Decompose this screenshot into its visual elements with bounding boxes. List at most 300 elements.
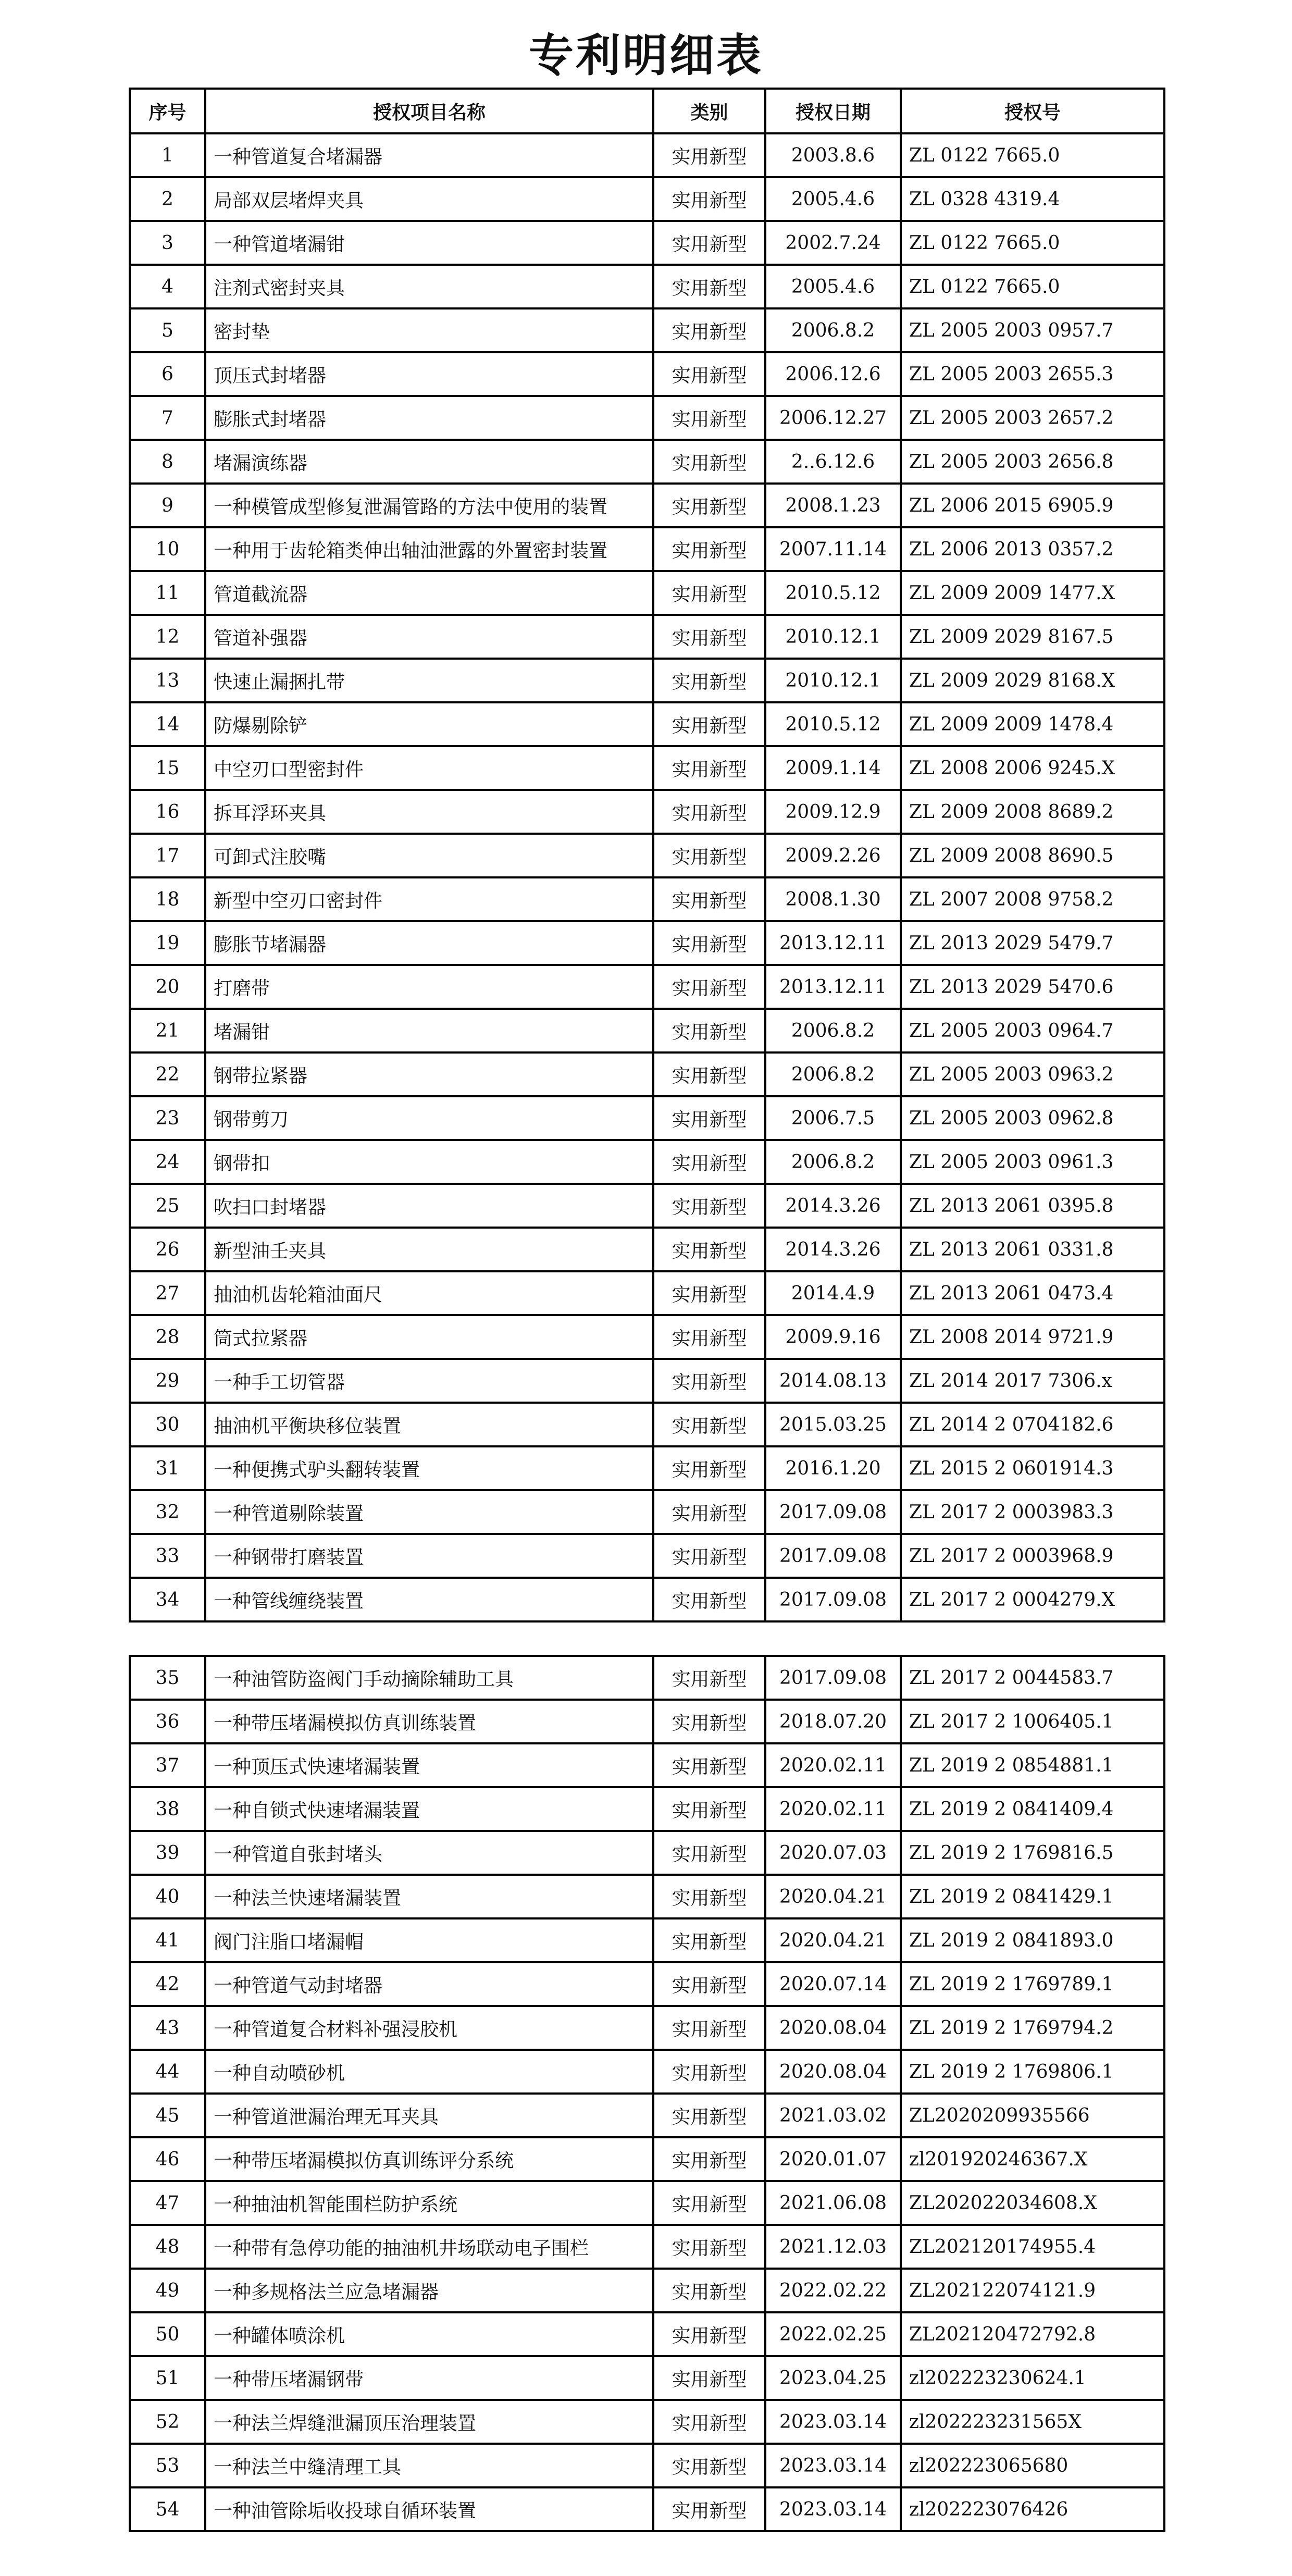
cell-name: 一种用于齿轮箱类伸出轴油泄露的外置密封装置 [205, 527, 653, 571]
cell-patent-no: ZL 2019 2 1769816.5 [901, 1831, 1164, 1875]
cell-category: 实用新型 [653, 440, 765, 484]
cell-category: 实用新型 [653, 790, 765, 834]
cell-date: 2006.8.2 [765, 308, 901, 352]
cell-index: 4 [130, 265, 205, 308]
cell-name: 钢带扣 [205, 1140, 653, 1184]
table-row [130, 1700, 1164, 1743]
cell-name: 一种手工切管器 [205, 1359, 653, 1403]
table-row [130, 2050, 1164, 2094]
cell-name: 一种顶压式快速堵漏装置 [205, 1743, 653, 1787]
cell-date: 2020.04.21 [765, 1875, 901, 1918]
cell-name: 一种便携式驴头翻转装置 [205, 1446, 653, 1490]
cell-category: 实用新型 [653, 396, 765, 440]
cell-index: 20 [130, 965, 205, 1009]
cell-index: 8 [130, 440, 205, 484]
cell-index: 13 [130, 659, 205, 702]
cell-category: 实用新型 [653, 1875, 765, 1918]
cell-patent-no: ZL 0122 7665.0 [901, 265, 1164, 308]
table-row [130, 2356, 1164, 2400]
cell-date: 2018.07.20 [765, 1700, 901, 1743]
cell-date: 2020.07.14 [765, 1962, 901, 2006]
table-row [130, 1656, 1164, 1700]
cell-index: 47 [130, 2181, 205, 2225]
table-row [130, 1140, 1164, 1184]
cell-index: 15 [130, 746, 205, 790]
cell-date: 2006.8.2 [765, 1052, 901, 1096]
cell-name: 管道补强器 [205, 615, 653, 659]
cell-patent-no: ZL 2013 2029 5479.7 [901, 921, 1164, 965]
cell-name: 防爆剔除铲 [205, 702, 653, 746]
cell-name: 筒式拉紧器 [205, 1315, 653, 1359]
cell-name: 一种管道堵漏钳 [205, 221, 653, 265]
table-row [130, 440, 1164, 484]
cell-patent-no: zl202223231565X [901, 2400, 1164, 2444]
cell-category: 实用新型 [653, 1918, 765, 1962]
cell-date: 2013.12.11 [765, 965, 901, 1009]
cell-patent-no: zl202223065680 [901, 2444, 1164, 2487]
cell-name: 一种管道复合材料补强浸胶机 [205, 2006, 653, 2050]
cell-name: 新型中空刃口密封件 [205, 877, 653, 921]
cell-index: 22 [130, 1052, 205, 1096]
cell-category: 实用新型 [653, 2006, 765, 2050]
cell-patent-no: ZL 2019 2 0854881.1 [901, 1743, 1164, 1787]
table-row [130, 1446, 1164, 1490]
table-header-row [130, 89, 1164, 133]
cell-date: 2021.06.08 [765, 2181, 901, 2225]
cell-patent-no: ZL 2005 2003 0963.2 [901, 1052, 1164, 1096]
cell-name: 一种带压堵漏模拟仿真训练装置 [205, 1700, 653, 1743]
cell-index: 16 [130, 790, 205, 834]
cell-patent-no: ZL202022034608.X [901, 2181, 1164, 2225]
cell-patent-no: ZL 2009 2008 8689.2 [901, 790, 1164, 834]
cell-date: 2..6.12.6 [765, 440, 901, 484]
cell-name: 注剂式密封夹具 [205, 265, 653, 308]
header-name: 授权项目名称 [205, 89, 653, 133]
cell-name: 一种管道气动封堵器 [205, 1962, 653, 2006]
cell-name: 一种罐体喷涂机 [205, 2312, 653, 2356]
cell-date: 2014.3.26 [765, 1184, 901, 1228]
cell-index: 28 [130, 1315, 205, 1359]
cell-index: 5 [130, 308, 205, 352]
cell-patent-no: ZL 2007 2008 9758.2 [901, 877, 1164, 921]
cell-index: 30 [130, 1403, 205, 1446]
table-row [130, 308, 1164, 352]
cell-patent-no: ZL 2019 2 1769789.1 [901, 1962, 1164, 2006]
cell-patent-no: ZL 2013 2061 0331.8 [901, 1228, 1164, 1271]
cell-category: 实用新型 [653, 2487, 765, 2531]
cell-patent-no: ZL 0122 7665.0 [901, 133, 1164, 177]
table-row [130, 1831, 1164, 1875]
cell-category: 实用新型 [653, 834, 765, 877]
table-row [130, 2400, 1164, 2444]
cell-date: 2013.12.11 [765, 921, 901, 965]
cell-category: 实用新型 [653, 571, 765, 615]
table-row [130, 265, 1164, 308]
cell-date: 2010.12.1 [765, 615, 901, 659]
cell-name: 一种法兰焊缝泄漏顶压治理装置 [205, 2400, 653, 2444]
table-row [130, 2137, 1164, 2181]
cell-category: 实用新型 [653, 221, 765, 265]
cell-date: 2010.5.12 [765, 702, 901, 746]
cell-date: 2020.02.11 [765, 1743, 901, 1787]
table-row [130, 877, 1164, 921]
cell-date: 2007.11.14 [765, 527, 901, 571]
cell-name: 抽油机平衡块移位装置 [205, 1403, 653, 1446]
cell-date: 2016.1.20 [765, 1446, 901, 1490]
cell-index: 43 [130, 2006, 205, 2050]
cell-patent-no: ZL 2005 2003 2656.8 [901, 440, 1164, 484]
cell-patent-no: zl202223076426 [901, 2487, 1164, 2531]
cell-name: 打磨带 [205, 965, 653, 1009]
cell-category: 实用新型 [653, 308, 765, 352]
cell-category: 实用新型 [653, 2181, 765, 2225]
cell-category: 实用新型 [653, 1096, 765, 1140]
cell-category: 实用新型 [653, 1359, 765, 1403]
cell-category: 实用新型 [653, 1315, 765, 1359]
cell-name: 钢带剪刀 [205, 1096, 653, 1140]
cell-date: 2009.2.26 [765, 834, 901, 877]
cell-patent-no: ZL 0122 7665.0 [901, 221, 1164, 265]
cell-name: 一种钢带打磨装置 [205, 1534, 653, 1578]
cell-index: 1 [130, 133, 205, 177]
table-row [130, 2006, 1164, 2050]
table-row [130, 702, 1164, 746]
table-row [130, 2094, 1164, 2137]
cell-patent-no: ZL 2014 2017 7306.x [901, 1359, 1164, 1403]
table-row [130, 352, 1164, 396]
cell-category: 实用新型 [653, 1052, 765, 1096]
cell-date: 2023.04.25 [765, 2356, 901, 2400]
cell-name: 快速止漏捆扎带 [205, 659, 653, 702]
cell-patent-no: ZL202120174955.4 [901, 2225, 1164, 2269]
cell-name: 密封垫 [205, 308, 653, 352]
cell-name: 一种管道剔除装置 [205, 1490, 653, 1534]
cell-index: 23 [130, 1096, 205, 1140]
cell-index: 51 [130, 2356, 205, 2400]
cell-patent-no: ZL 2006 2013 0357.2 [901, 527, 1164, 571]
cell-category: 实用新型 [653, 2137, 765, 2181]
cell-patent-no: ZL 2013 2061 0473.4 [901, 1271, 1164, 1315]
cell-category: 实用新型 [653, 1700, 765, 1743]
cell-date: 2005.4.6 [765, 177, 901, 221]
cell-date: 2017.09.08 [765, 1490, 901, 1534]
cell-date: 2017.09.08 [765, 1534, 901, 1578]
cell-index: 41 [130, 1918, 205, 1962]
cell-name: 膨胀式封堵器 [205, 396, 653, 440]
cell-name: 一种法兰快速堵漏装置 [205, 1875, 653, 1918]
cell-patent-no: ZL 2017 2 0004279.X [901, 1578, 1164, 1621]
cell-date: 2014.4.9 [765, 1271, 901, 1315]
cell-date: 2005.4.6 [765, 265, 901, 308]
table-row [130, 133, 1164, 177]
cell-index: 37 [130, 1743, 205, 1787]
table-row [130, 1228, 1164, 1271]
cell-date: 2015.03.25 [765, 1403, 901, 1446]
table-row [130, 921, 1164, 965]
cell-name: 拆耳浮环夹具 [205, 790, 653, 834]
header-index: 序号 [130, 89, 205, 133]
cell-category: 实用新型 [653, 965, 765, 1009]
cell-index: 9 [130, 484, 205, 527]
cell-category: 实用新型 [653, 177, 765, 221]
cell-category: 实用新型 [653, 1578, 765, 1621]
cell-date: 2023.03.14 [765, 2400, 901, 2444]
cell-category: 实用新型 [653, 1490, 765, 1534]
cell-name: 一种法兰中缝清理工具 [205, 2444, 653, 2487]
cell-index: 53 [130, 2444, 205, 2487]
cell-patent-no: ZL 2009 2029 8167.5 [901, 615, 1164, 659]
cell-date: 2006.8.2 [765, 1009, 901, 1052]
cell-date: 2006.8.2 [765, 1140, 901, 1184]
table-row [130, 527, 1164, 571]
cell-category: 实用新型 [653, 1831, 765, 1875]
table-row [130, 1359, 1164, 1403]
header-date: 授权日期 [765, 89, 901, 133]
cell-index: 25 [130, 1184, 205, 1228]
cell-category: 实用新型 [653, 2444, 765, 2487]
cell-category: 实用新型 [653, 1140, 765, 1184]
cell-name: 抽油机齿轮箱油面尺 [205, 1271, 653, 1315]
cell-category: 实用新型 [653, 265, 765, 308]
cell-index: 39 [130, 1831, 205, 1875]
cell-patent-no: ZL 2005 2003 0962.8 [901, 1096, 1164, 1140]
cell-date: 2022.02.22 [765, 2269, 901, 2312]
cell-index: 42 [130, 1962, 205, 2006]
cell-name: 一种带压堵漏模拟仿真训练评分系统 [205, 2137, 653, 2181]
cell-index: 17 [130, 834, 205, 877]
cell-index: 3 [130, 221, 205, 265]
table-row [130, 1315, 1164, 1359]
table-row [130, 1096, 1164, 1140]
cell-date: 2014.3.26 [765, 1228, 901, 1271]
cell-index: 2 [130, 177, 205, 221]
cell-patent-no: ZL 2013 2029 5470.6 [901, 965, 1164, 1009]
cell-name: 一种抽油机智能围栏防护系统 [205, 2181, 653, 2225]
table-row [130, 615, 1164, 659]
cell-index: 49 [130, 2269, 205, 2312]
cell-index: 6 [130, 352, 205, 396]
cell-name: 一种油管除垢收投球自循环装置 [205, 2487, 653, 2531]
cell-category: 实用新型 [653, 2225, 765, 2269]
cell-index: 24 [130, 1140, 205, 1184]
table-row [130, 1490, 1164, 1534]
cell-patent-no: ZL 2019 2 0841409.4 [901, 1787, 1164, 1831]
cell-date: 2006.12.6 [765, 352, 901, 396]
cell-date: 2002.7.24 [765, 221, 901, 265]
cell-patent-no: ZL 2009 2008 8690.5 [901, 834, 1164, 877]
cell-patent-no: ZL 2014 2 0704182.6 [901, 1403, 1164, 1446]
cell-index: 29 [130, 1359, 205, 1403]
cell-category: 实用新型 [653, 2356, 765, 2400]
cell-name: 一种多规格法兰应急堵漏器 [205, 2269, 653, 2312]
cell-patent-no: ZL 2005 2003 0964.7 [901, 1009, 1164, 1052]
cell-date: 2008.1.30 [765, 877, 901, 921]
table-row [130, 659, 1164, 702]
cell-category: 实用新型 [653, 2269, 765, 2312]
cell-index: 38 [130, 1787, 205, 1831]
cell-category: 实用新型 [653, 2094, 765, 2137]
cell-patent-no: ZL 2019 2 1769794.2 [901, 2006, 1164, 2050]
cell-date: 2010.12.1 [765, 659, 901, 702]
cell-name: 管道截流器 [205, 571, 653, 615]
table-row [130, 1271, 1164, 1315]
cell-category: 实用新型 [653, 659, 765, 702]
cell-patent-no: ZL 2015 2 0601914.3 [901, 1446, 1164, 1490]
cell-index: 31 [130, 1446, 205, 1490]
cell-date: 2020.04.21 [765, 1918, 901, 1962]
table-row [130, 396, 1164, 440]
table-row [130, 1403, 1164, 1446]
cell-name: 一种自动喷砂机 [205, 2050, 653, 2094]
cell-index: 36 [130, 1700, 205, 1743]
cell-patent-no: ZL 2013 2061 0395.8 [901, 1184, 1164, 1228]
cell-patent-no: ZL 2005 2003 2655.3 [901, 352, 1164, 396]
cell-category: 实用新型 [653, 352, 765, 396]
cell-category: 实用新型 [653, 1403, 765, 1446]
cell-category: 实用新型 [653, 2050, 765, 2094]
cell-category: 实用新型 [653, 1787, 765, 1831]
cell-name: 一种模管成型修复泄漏管路的方法中使用的装置 [205, 484, 653, 527]
table-row [130, 1787, 1164, 1831]
cell-patent-no: ZL 0328 4319.4 [901, 177, 1164, 221]
table-row [130, 1875, 1164, 1918]
cell-category: 实用新型 [653, 615, 765, 659]
cell-category: 实用新型 [653, 1271, 765, 1315]
cell-category: 实用新型 [653, 702, 765, 746]
cell-index: 11 [130, 571, 205, 615]
cell-patent-no: ZL2020209935566 [901, 2094, 1164, 2137]
cell-date: 2009.9.16 [765, 1315, 901, 1359]
cell-date: 2020.07.03 [765, 1831, 901, 1875]
cell-date: 2023.03.14 [765, 2487, 901, 2531]
table-row [130, 1918, 1164, 1962]
table-row [130, 746, 1164, 790]
cell-index: 52 [130, 2400, 205, 2444]
cell-name: 中空刃口型密封件 [205, 746, 653, 790]
cell-date: 2020.02.11 [765, 1787, 901, 1831]
cell-patent-no: ZL 2005 2003 2657.2 [901, 396, 1164, 440]
cell-date: 2020.08.04 [765, 2050, 901, 2094]
cell-name: 一种带有急停功能的抽油机井场联动电子围栏 [205, 2225, 653, 2269]
table-row [130, 2225, 1164, 2269]
cell-name: 堵漏钳 [205, 1009, 653, 1052]
cell-name: 新型油壬夹具 [205, 1228, 653, 1271]
cell-category: 实用新型 [653, 484, 765, 527]
cell-index: 7 [130, 396, 205, 440]
cell-category: 实用新型 [653, 1656, 765, 1700]
cell-index: 46 [130, 2137, 205, 2181]
cell-patent-no: ZL 2005 2003 0957.7 [901, 308, 1164, 352]
table-row [130, 571, 1164, 615]
header-category: 类别 [653, 89, 765, 133]
cell-patent-no: ZL 2017 2 0044583.7 [901, 1656, 1164, 1700]
cell-index: 48 [130, 2225, 205, 2269]
cell-category: 实用新型 [653, 527, 765, 571]
cell-patent-no: ZL 2017 2 0003968.9 [901, 1534, 1164, 1578]
cell-name: 一种自锁式快速堵漏装置 [205, 1787, 653, 1831]
cell-date: 2009.1.14 [765, 746, 901, 790]
page-title: 专利明细表 [529, 30, 763, 82]
cell-patent-no: ZL 2005 2003 0961.3 [901, 1140, 1164, 1184]
cell-date: 2010.5.12 [765, 571, 901, 615]
cell-category: 实用新型 [653, 746, 765, 790]
table-row [130, 221, 1164, 265]
cell-index: 50 [130, 2312, 205, 2356]
cell-date: 2017.09.08 [765, 1656, 901, 1700]
table-row [130, 1184, 1164, 1228]
table-row [130, 484, 1164, 527]
cell-index: 19 [130, 921, 205, 965]
table-row [130, 177, 1164, 221]
cell-name: 一种油管防盗阀门手动摘除辅助工具 [205, 1656, 653, 1700]
cell-index: 33 [130, 1534, 205, 1578]
cell-index: 32 [130, 1490, 205, 1534]
patent-table-part2 [129, 1655, 1165, 2532]
cell-date: 2014.08.13 [765, 1359, 901, 1403]
cell-category: 实用新型 [653, 921, 765, 965]
cell-date: 2022.02.25 [765, 2312, 901, 2356]
cell-category: 实用新型 [653, 133, 765, 177]
table-row [130, 1743, 1164, 1787]
cell-index: 35 [130, 1656, 205, 1700]
cell-date: 2021.12.03 [765, 2225, 901, 2269]
cell-patent-no: zl201920246367.X [901, 2137, 1164, 2181]
cell-index: 21 [130, 1009, 205, 1052]
cell-patent-no: ZL202122074121.9 [901, 2269, 1164, 2312]
cell-index: 54 [130, 2487, 205, 2531]
cell-category: 实用新型 [653, 1228, 765, 1271]
cell-date: 2021.03.02 [765, 2094, 901, 2137]
cell-name: 一种管道自张封堵头 [205, 1831, 653, 1875]
cell-index: 14 [130, 702, 205, 746]
table-row [130, 790, 1164, 834]
cell-index: 27 [130, 1271, 205, 1315]
table-row [130, 2487, 1164, 2531]
cell-category: 实用新型 [653, 2400, 765, 2444]
cell-category: 实用新型 [653, 1184, 765, 1228]
cell-category: 实用新型 [653, 1446, 765, 1490]
table-row [130, 2181, 1164, 2225]
cell-category: 实用新型 [653, 877, 765, 921]
cell-name: 吹扫口封堵器 [205, 1184, 653, 1228]
cell-patent-no: ZL 2009 2009 1478.4 [901, 702, 1164, 746]
cell-category: 实用新型 [653, 2312, 765, 2356]
cell-index: 10 [130, 527, 205, 571]
cell-category: 实用新型 [653, 1743, 765, 1787]
cell-index: 18 [130, 877, 205, 921]
cell-date: 2006.7.5 [765, 1096, 901, 1140]
table-row [130, 2312, 1164, 2356]
cell-date: 2008.1.23 [765, 484, 901, 527]
cell-patent-no: ZL 2009 2009 1477.X [901, 571, 1164, 615]
cell-date: 2023.03.14 [765, 2444, 901, 2487]
cell-date: 2006.12.27 [765, 396, 901, 440]
cell-name: 顶压式封堵器 [205, 352, 653, 396]
cell-name: 一种管道泄漏治理无耳夹具 [205, 2094, 653, 2137]
cell-patent-no: ZL 2019 2 0841893.0 [901, 1918, 1164, 1962]
cell-patent-no: ZL 2008 2006 9245.X [901, 746, 1164, 790]
cell-name: 阀门注脂口堵漏帽 [205, 1918, 653, 1962]
cell-index: 45 [130, 2094, 205, 2137]
cell-date: 2020.01.07 [765, 2137, 901, 2181]
cell-patent-no: ZL 2017 2 0003983.3 [901, 1490, 1164, 1534]
table-row [130, 1052, 1164, 1096]
cell-patent-no: ZL 2009 2029 8168.X [901, 659, 1164, 702]
cell-category: 实用新型 [653, 1962, 765, 2006]
patent-table-part1 [129, 88, 1165, 1623]
cell-name: 膨胀节堵漏器 [205, 921, 653, 965]
cell-name: 一种带压堵漏钢带 [205, 2356, 653, 2400]
